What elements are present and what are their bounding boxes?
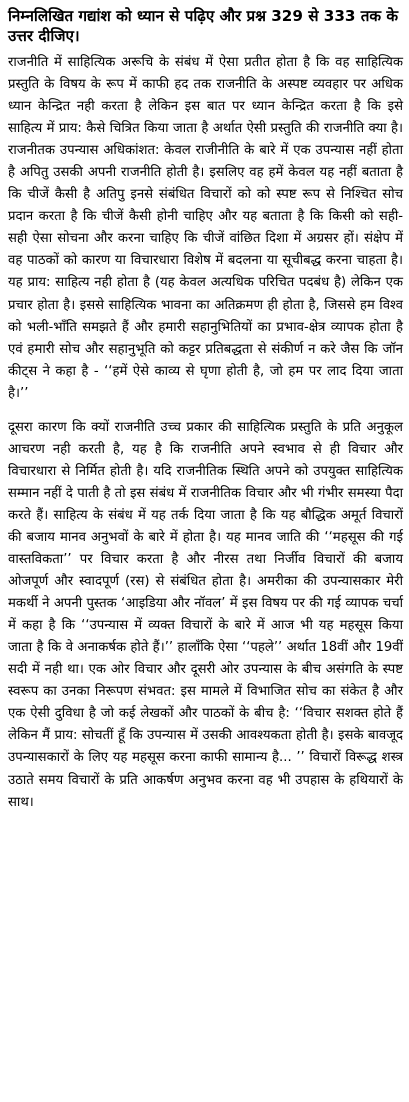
passage-paragraph-2: दूसरा कारण कि क्यों राजनीति उच्च प्रकार की साहित्यिक प्रस्तुति के प्रति अनुकूल आचरण नही करती है, यह है कि राजनीति अपने स्वभाव से ही विचार और विचारधारा से निर्मित होती है। यदि राजनीतिक स्थिति अपने को उपयुक्त साहित्यिक सम्मान नहीं दे पाती है तो इस संबंध में राजनीतिक विचार और भी गंभीर समस्या पैदा करते हैं। साहित्य के संबंध में यह तर्क दिया जाता है कि यह बौद्धिक अमूर्त विचारों की बजाय मानव अनुभवों के बारे में होता है। यह मानव जाति की ‘‘महसूस की गई वास्तविकता’’ पर विचार करता है और नीरस तथा निर्जीव विचारों की बजाय ओजपूर्ण और स्वादपूर्ण (रस) से संबंधित होता है। अमरीका की उपन्यासकार मेरी मकर्थी ने अपनी पुस्तक ‘आइडिया और नॉवल’ में इस विषय पर की गई व्यापक चर्चा में कहा है कि ‘‘उपन्यास में व्यक्त विचारों के बारे में आज भी यह महसूस किया जाता है कि वे अनाकर्षक होते हैं।’’ हालाँकि ऐसा ‘‘पहले’’ अर्थात 18वीं और 19वीं सदी में नही था। एक ओर विचार और दूसरी ओर उपन्यास के बीच असंगति के स्पष्ट स्वरूप का उनका निरूपण संभवत: इस मामले में विभाजित सोच का संकेत है और एक ऐसी दुविधा है जो कई लेखकों और पाठकों के बीच है: ‘‘विचार सशक्त होते हैं लेकिन मैं प्राय: सोचतीं हूँ कि उपन्यास में उसकी आवश्यकता होती है। इसके बावजूद उपन्यासकारों के लिए यह महसूस करना काफी सामान्य है... ’’ विचारों विरूद्ध शस्त्र उठाते समय विचारों के प्रति आकर्षण अनुभव करना वह भी उपहास के हथियारों के साथ। — [8, 419, 403, 810]
passage-heading: निम्नलिखित गद्यांश को ध्यान से पढ़िए और प्रश्न 329 से 333 तक के उत्तर दीजिए। — [8, 7, 399, 45]
passage-paragraph-1: राजनीति में साहित्यिक अरूचि के संबंध में ऐसा प्रतीत होता है कि वह साहित्यिक प्रस्तुति के विषय के रूप में काफी हद तक राजनीति के अस्पष्ट व्यवहार पर अधिक ध्यान केन्द्रित नही करता है लेकिन इस बात पर ध्यान केन्द्रित करता है कि इसे साहित्य में प्राय: कैसे चित्रित किया जाता है अर्थात ऐसी प्रस्तुति की राजनीति क्या है। राजनीतक उपन्यास अधिकांशत: केवल राजीनीति के बारे में एक उपन्यास नहीं होता है अपितु उसकी अपनी राजनीति होती है। इसलिए वह हमें केवल यह नहीं बताता है कि चीजें कैसी है अतिपु इनसे संबंधित विचारों को को स्पष्ट रूप से निश्चित सोच प्रदान करता है कि चीजें कैसी होनी चाहिए और यह बताता है कि किसी को सही-सही ऐसा सोचना और करना चाहिए कि चीजें वांछित दिशा में अग्रसर हों। संक्षेप में वह पाठकों को कारण या विचारधारा विशेष में बदलना या सूचीबद्ध करना चाहता है। यह प्राय: साहित्य नही होता है (यह केवल अत्यधिक परिचित पदबंध है) लेकिन एक प्रचार होता है। इससे साहित्यिक भावना का अतिक्रमण ही होता है, जिससे हम विश्व को भली-भाँति समझते हैं और हमारी सहानुभितियों का प्रभाव-क्षेत्र व्यापक होता है एवं हमारी सोच और सहानुभूति को कट्टर प्रतिबद्धता से संकीर्ण न करे जैस कि जॉन कीट्स ने कहा है - ‘‘हमें ऐसे काव्य से घृणा होती है, जो हम पर लाद दिया जाता है।’’ — [8, 55, 403, 401]
